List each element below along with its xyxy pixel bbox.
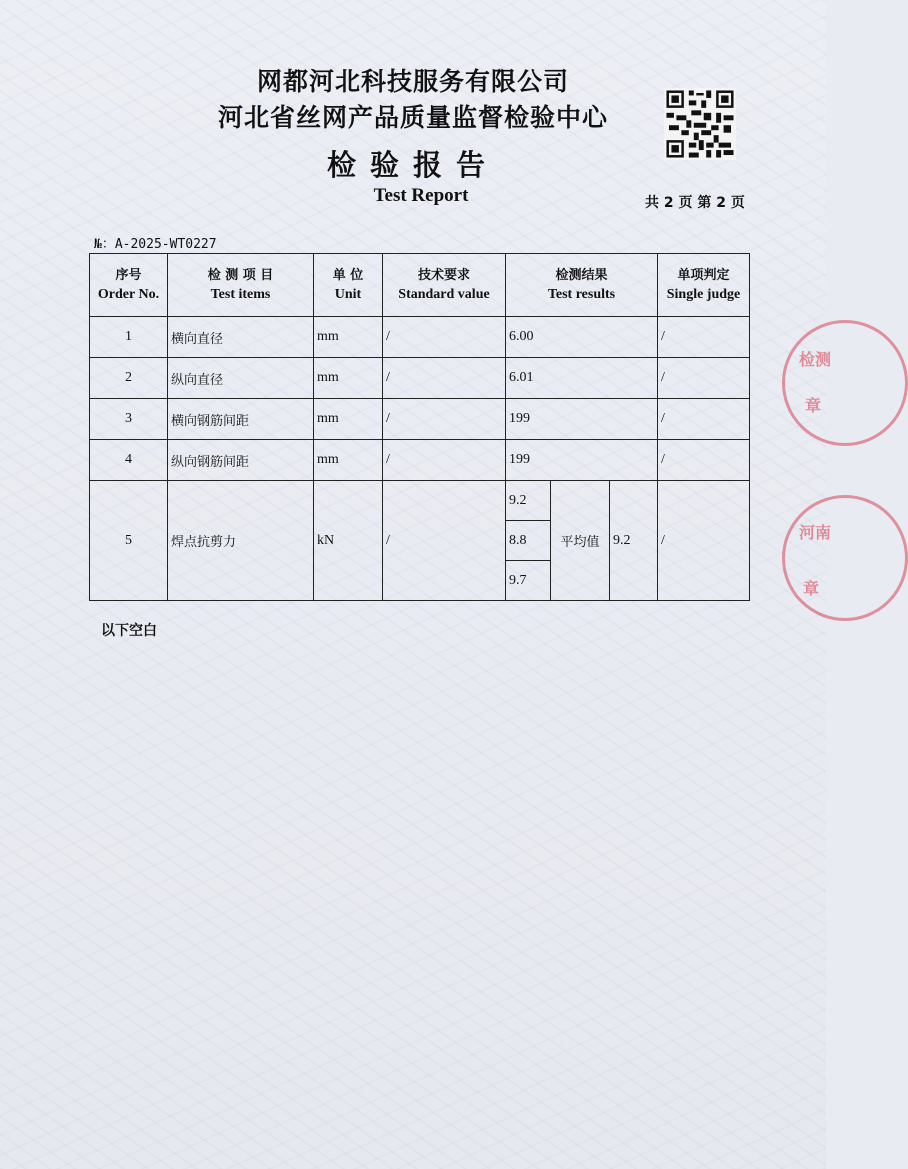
header-test-results: 检测结果 Test results (506, 254, 658, 317)
cell-unit: mm (314, 440, 383, 481)
cell-no: 4 (90, 440, 168, 481)
cell-unit: mm (314, 399, 383, 440)
below-blank-note: 以下空白 (101, 623, 157, 639)
cell-average-value: 9.2 (610, 481, 658, 601)
table-row (90, 317, 750, 358)
cell-no: 3 (90, 399, 168, 440)
org-name-line1: 网都河北科技服务有限公司 (256, 67, 569, 96)
table-row (90, 399, 750, 440)
cell-judge: / (658, 399, 750, 440)
cell-standard: / (383, 481, 506, 601)
cell-item: 纵向钢筋间距 (168, 440, 314, 481)
cell-result: 6.00 (506, 317, 658, 358)
test-results-table (89, 253, 750, 601)
table-row (90, 358, 750, 399)
cell-standard: / (383, 399, 506, 440)
cell-result: 199 (506, 440, 658, 481)
cell-result: 199 (506, 399, 658, 440)
cell-standard: / (383, 358, 506, 399)
cell-unit: mm (314, 358, 383, 399)
qr-code-icon (664, 88, 736, 160)
cell-item: 横向直径 (168, 317, 314, 358)
cell-unit: mm (314, 317, 383, 358)
red-seal-stamp: 检测 章 (782, 320, 908, 446)
cell-result-3: 9.7 (506, 561, 551, 601)
header-order-no: 序号 Order No. (90, 254, 168, 317)
org-name-line2: 河北省丝网产品质量监督检验中心 (217, 103, 608, 132)
page-count: 共 2 页 第 2 页 (645, 195, 745, 211)
cell-judge: / (658, 440, 750, 481)
cell-no: 1 (90, 317, 168, 358)
cell-no: 2 (90, 358, 168, 399)
cell-judge: / (658, 358, 750, 399)
report-number: №：A-2025-WT0227 (94, 237, 217, 252)
cell-result: 6.01 (506, 358, 658, 399)
table-row (90, 481, 750, 521)
cell-item: 横向钢筋间距 (168, 399, 314, 440)
table-header-row (90, 254, 750, 317)
header-single-judge: 单项判定 Single judge (658, 254, 750, 317)
cell-judge: / (658, 317, 750, 358)
cell-item: 焊点抗剪力 (168, 481, 314, 601)
cell-item: 纵向直径 (168, 358, 314, 399)
header-test-items: 检 测 项 目 Test items (168, 254, 314, 317)
table-row (90, 440, 750, 481)
cell-average-label: 平均值 (551, 481, 610, 601)
cell-standard: / (383, 317, 506, 358)
cell-result-2: 8.8 (506, 521, 551, 561)
report-title-en: Test Report (373, 185, 469, 206)
cell-result-1: 9.2 (506, 481, 551, 521)
cell-unit: kN (314, 481, 383, 601)
red-seal-stamp: 河南 章 (782, 495, 908, 621)
cell-no: 5 (90, 481, 168, 601)
header-standard-value: 技术要求 Standard value (383, 254, 506, 317)
report-title-cn: 检验报告 (326, 148, 499, 182)
cell-standard: / (383, 440, 506, 481)
header-unit: 单 位 Unit (314, 254, 383, 317)
cell-judge: / (658, 481, 750, 601)
